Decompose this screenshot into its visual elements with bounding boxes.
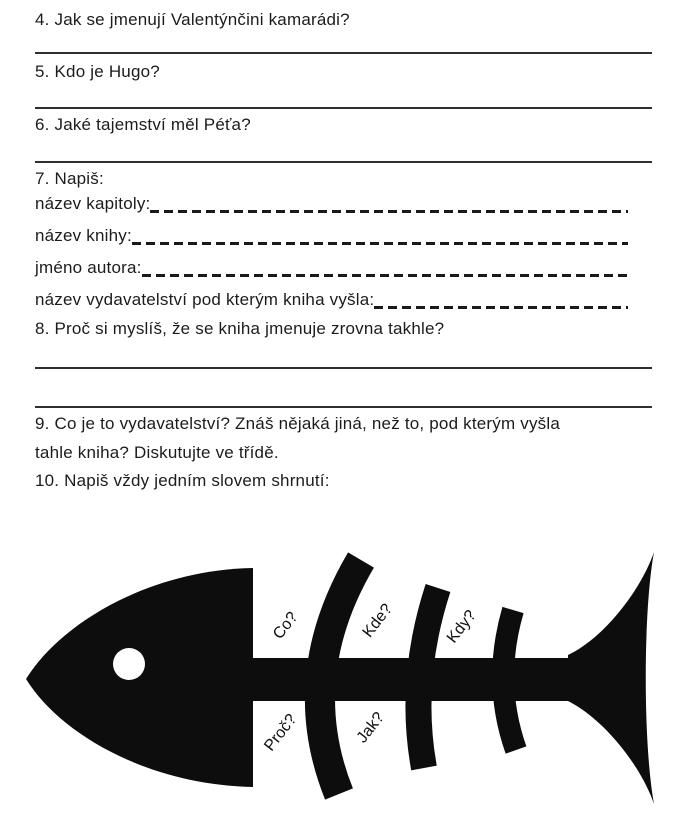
fishbone-label-kde: Kde? <box>359 600 396 641</box>
fish-eye <box>113 648 145 680</box>
question-6: 6. Jaké tajemství měl Péťa? <box>35 115 251 134</box>
field-label: jméno autora: <box>35 258 142 277</box>
fishbone-label-jak: Jak? <box>353 709 388 747</box>
field-label: název knihy: <box>35 226 132 245</box>
fishbone-label-co: Co? <box>270 609 302 643</box>
fish-head <box>26 568 253 787</box>
fish-tail <box>568 552 654 804</box>
question-7: 7. Napiš: <box>35 169 104 188</box>
question-8: 8. Proč si myslíš, že se kniha jmenuje zrovna takhle? <box>35 319 445 338</box>
question-4: 4. Jak se jmenují Valentýnčini kamarádi? <box>35 10 350 29</box>
field-label: název kapitoly: <box>35 194 151 213</box>
question-9-line1: 9. Co je to vydavatelství? Znáš nějaká jiná, než to, pod kterým vyšla <box>35 414 560 433</box>
question-10: 10. Napiš vždy jedním slovem shrnutí: <box>35 471 330 490</box>
question-9-line2: tahle kniha? Diskutujte ve třídě. <box>35 443 279 462</box>
question-5: 5. Kdo je Hugo? <box>35 62 160 81</box>
fish-rib-3 <box>503 610 516 750</box>
fishbone-label-kdy: Kdy? <box>443 607 480 647</box>
fishbone-label-proc: Proč? <box>261 711 301 755</box>
field-label: název vydavatelství pod kterým kniha vyšla: <box>35 290 375 309</box>
